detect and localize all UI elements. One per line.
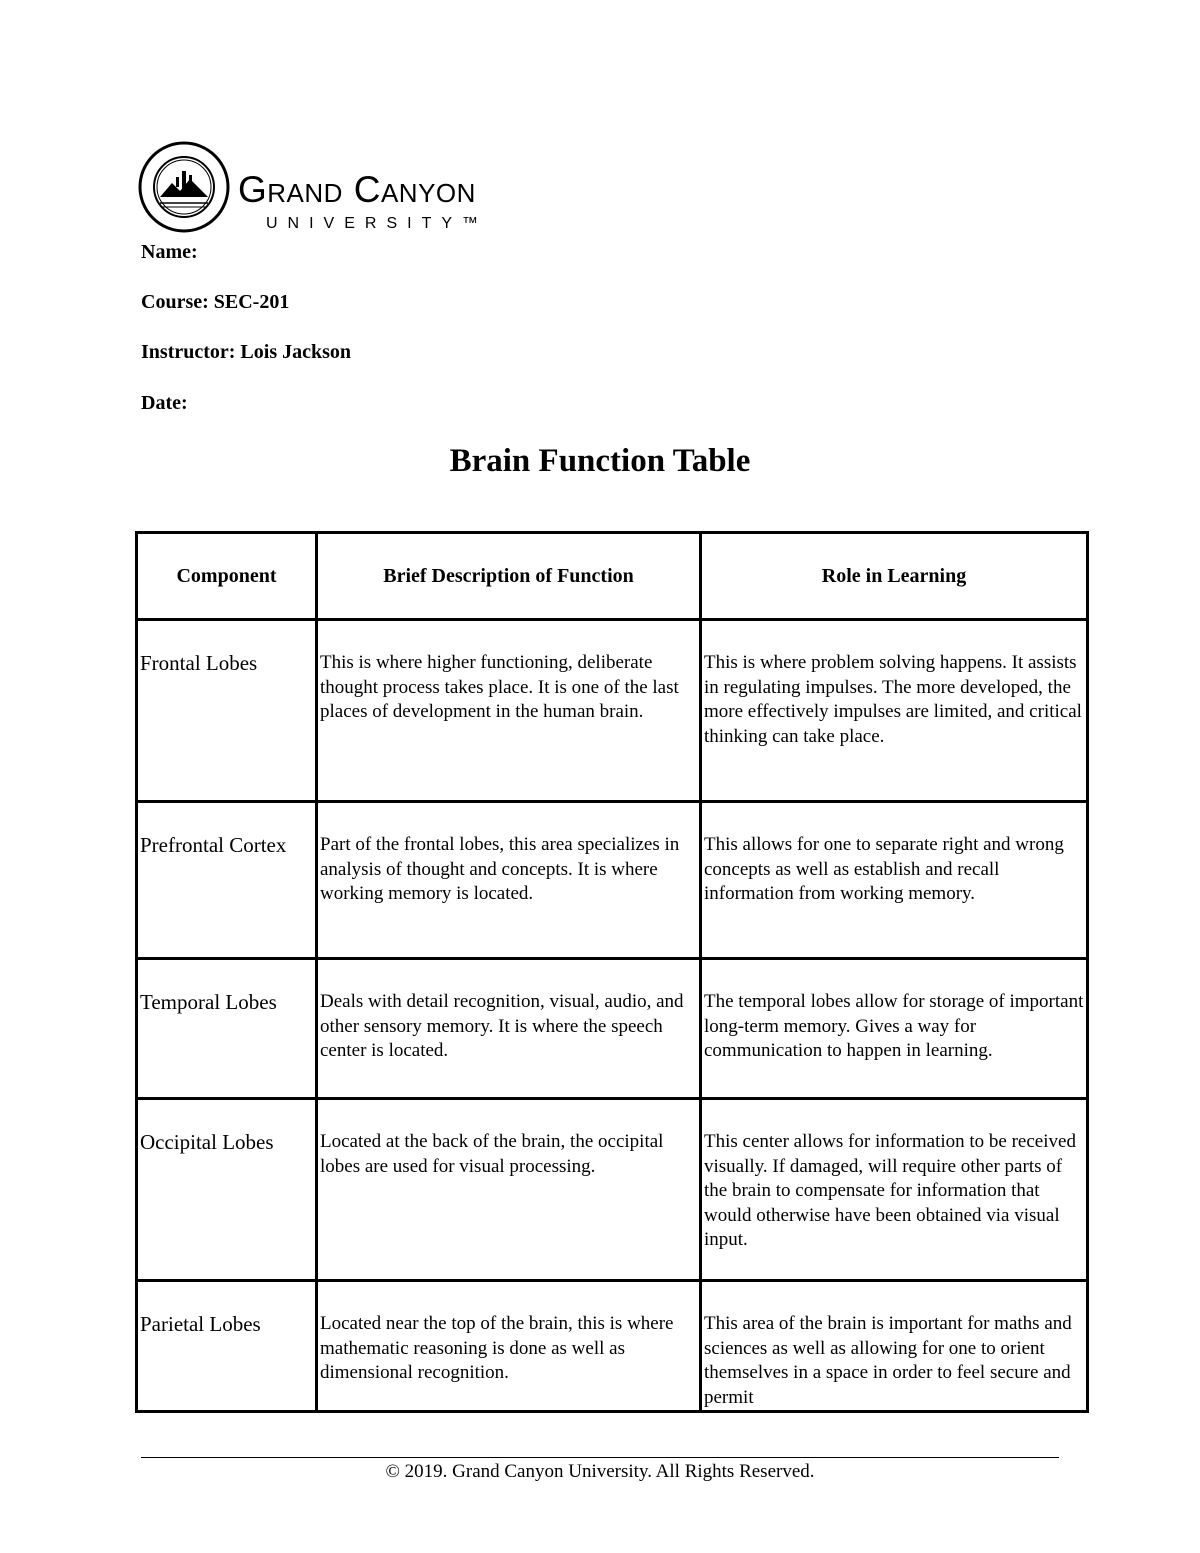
- cell-description: This is where higher functioning, deliberate thought process takes place. It is one of the last places of development in the human brain.: [317, 620, 701, 802]
- cell-component: Temporal Lobes: [137, 959, 317, 1099]
- date-label: Date:: [141, 392, 188, 414]
- cell-description: Deals with detail recognition, visual, audio, and other sensory memory. It is where the speech center is located.: [317, 959, 701, 1099]
- cell-role: This allows for one to separate right and wrong concepts as well as establish and recall information from working memory.: [701, 802, 1088, 959]
- header-role: Role in Learning: [701, 533, 1088, 620]
- cell-component: Frontal Lobes: [137, 620, 317, 802]
- logo-name: Grand Canyon: [238, 169, 476, 210]
- cell-component: Prefrontal Cortex: [137, 802, 317, 959]
- cell-role: This center allows for information to be received visually. If damaged, will require other parts of the brain to compensate for information that would otherwise have been obtained via visual input.: [701, 1099, 1088, 1281]
- cell-component: Parietal Lobes: [137, 1281, 317, 1412]
- logo-subtitle: UNIVERSITY™: [266, 215, 489, 232]
- header-description: Brief Description of Function: [317, 533, 701, 620]
- table-row: [137, 959, 1088, 1099]
- cell-role: This is where problem solving happens. It assists in regulating impulses. The more developed, the more effectively impulses are limited, and critical thinking can take place.: [701, 620, 1088, 802]
- cell-description: Part of the frontal lobes, this area specializes in analysis of thought and concepts. It is where working memory is located.: [317, 802, 701, 959]
- university-seal-icon: [138, 141, 230, 233]
- copyright-footer: © 2019. Grand Canyon University. All Rights Reserved.: [385, 1461, 815, 1482]
- table-row: [137, 1281, 1088, 1412]
- university-logo: [138, 141, 558, 233]
- instructor-label: Instructor: Lois Jackson: [141, 341, 352, 363]
- page-title: Brain Function Table: [449, 443, 751, 479]
- cell-role: This area of the brain is important for maths and sciences as well as allowing for one to orient themselves in a space in order to feel secure and permit: [701, 1281, 1088, 1412]
- cell-description: Located at the back of the brain, the occipital lobes are used for visual processing.: [317, 1099, 701, 1281]
- table-header-row: [137, 533, 1088, 620]
- table-row: [137, 620, 1088, 802]
- table-row: [137, 802, 1088, 959]
- brain-function-table: [135, 531, 1089, 1413]
- footer-divider: [141, 1457, 1059, 1458]
- cell-role: The temporal lobes allow for storage of important long-term memory. Gives a way for communication to happen in learning.: [701, 959, 1088, 1099]
- course-label: Course: SEC-201: [141, 291, 290, 313]
- table-row: [137, 1099, 1088, 1281]
- header-component: Component: [137, 533, 317, 620]
- name-label: Name:: [141, 241, 198, 263]
- cell-description: Located near the top of the brain, this is where mathematic reasoning is done as well as dimensional recognition.: [317, 1281, 701, 1412]
- cell-component: Occipital Lobes: [137, 1099, 317, 1281]
